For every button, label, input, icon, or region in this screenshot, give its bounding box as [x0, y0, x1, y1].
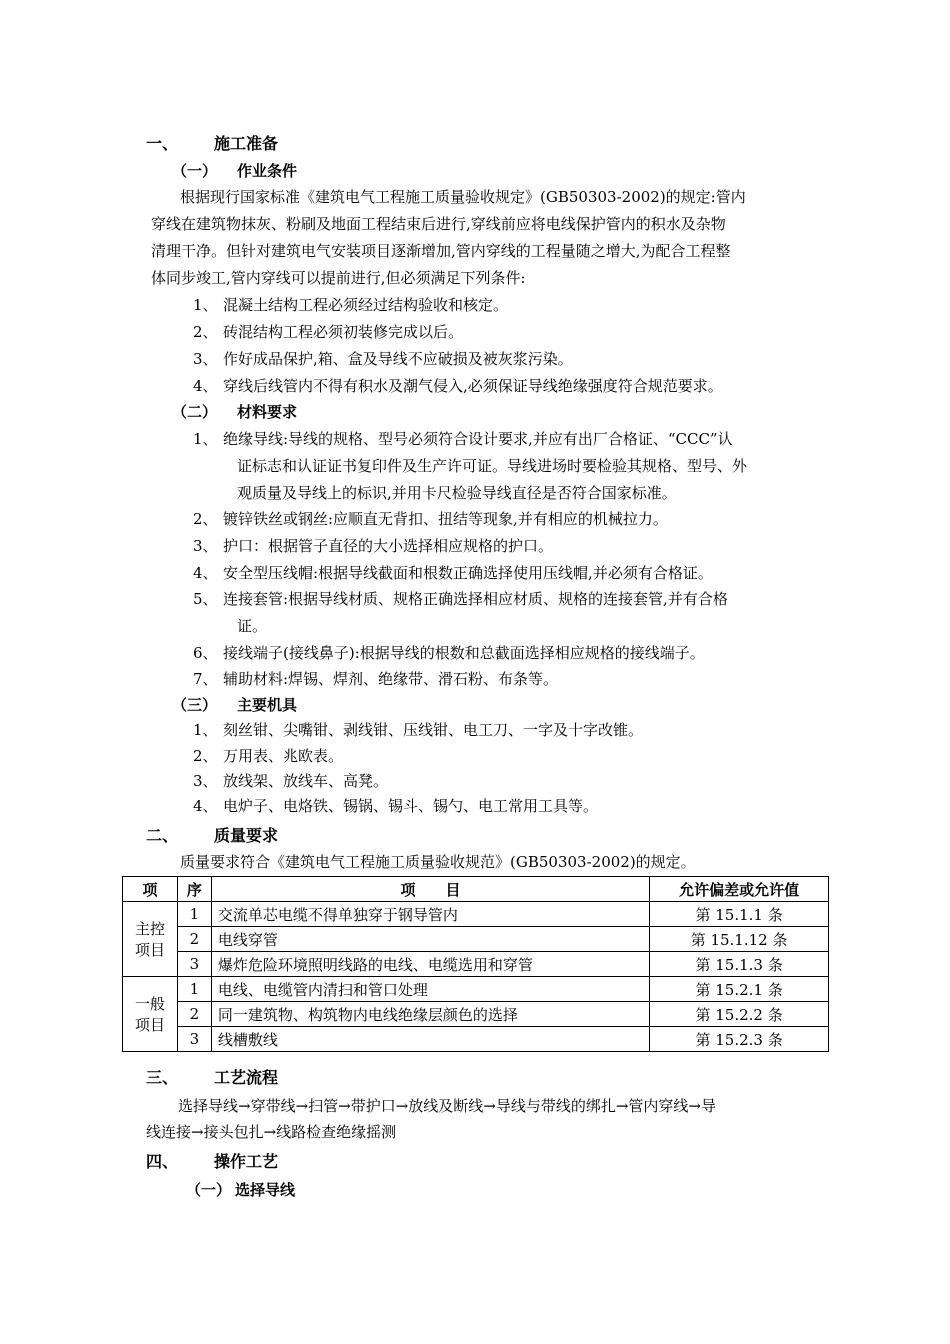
list-item: 2、 镀锌铁丝或钢丝:应顺直无背扣、扭结等现象,并有相应的机械拉力。 — [193, 510, 668, 528]
process-flow-line: 选择导线→穿带线→扫管→带护口→放线及断线→导线与带线的绑扎→管内穿线→导 — [178, 1097, 716, 1115]
list-item: 1、 混凝土结构工程必须经过结构验收和核定。 — [193, 296, 509, 314]
value-cell: 第 15.2.3 条 — [650, 1027, 829, 1052]
paragraph-line: 根据现行国家标准《建筑电气工程施工质量验收规定》(GB50303-2002)的规定:管内 — [180, 188, 746, 206]
subsection-title: 选择导线 — [235, 1181, 296, 1199]
value-cell: 第 15.1.1 条 — [650, 902, 829, 927]
list-item: 5、 连接套管:根据导线材质、规格正确选择相应材质、规格的连接套管,并有合格 — [193, 590, 728, 608]
seq-cell: 3 — [177, 1027, 211, 1052]
subsection-heading — [172, 161, 297, 181]
section-title: 施工准备 — [214, 134, 279, 153]
header-cell: 序 — [177, 877, 211, 902]
seq-cell: 2 — [177, 1002, 211, 1027]
value-cell: 第 15.1.12 条 — [650, 927, 829, 952]
table-row — [123, 977, 829, 1002]
subsection-heading — [186, 1180, 295, 1200]
list-item-continuation: 证。 — [237, 617, 268, 635]
item-cell: 电线、电缆管内清扫和管口处理 — [211, 977, 649, 1002]
list-item: 4、 电炉子、电烙铁、锡锅、锡斗、锡勺、电工常用工具等。 — [193, 797, 599, 815]
paragraph-line: 体同步竣工,管内穿线可以提前进行,但必须满足下列条件: — [151, 269, 526, 287]
list-item: 7、 辅助材料:焊锡、焊剂、绝缘带、滑石粉、布条等。 — [193, 670, 559, 688]
table-row — [123, 902, 829, 927]
item-cell: 交流单芯电缆不得单独穿于钢导管内 — [211, 902, 649, 927]
list-item: 2、 万用表、兆欧表。 — [193, 747, 344, 765]
paragraph-line: 穿线在建筑物抹灰、粉刷及地面工程结束后进行,穿线前应将电线保护管内的积水及杂物 — [151, 215, 726, 233]
seq-cell: 2 — [177, 927, 211, 952]
table-row — [123, 927, 829, 952]
item-cell: 爆炸危险环境照明线路的电线、电缆选用和穿管 — [211, 952, 649, 977]
list-item: 6、 接线端子(接线鼻子):根据导线的根数和总截面选择相应规格的接线端子。 — [193, 644, 705, 662]
subsection-title: 材料要求 — [237, 403, 298, 421]
process-flow-line: 线连接→接头包扎→线路检查绝缘摇测 — [146, 1123, 397, 1141]
table-row — [123, 1002, 829, 1027]
subsection-heading — [172, 402, 297, 422]
paragraph-line: 清理干净。但针对建筑电气安装项目逐渐增加,管内穿线的工程量随之增大,为配合工程整 — [151, 242, 731, 260]
group-cell: 主控 项目 — [123, 902, 178, 977]
section-title: 质量要求 — [214, 826, 279, 845]
header-cell: 项 目 — [211, 877, 649, 902]
section-number: 三、 — [146, 1068, 179, 1087]
list-item-continuation: 观质量及导线上的标识,并用卡尺检验导线直径是否符合国家标准。 — [237, 484, 677, 502]
table-row — [123, 1027, 829, 1052]
table-row — [123, 952, 829, 977]
section-1-heading — [146, 134, 278, 154]
list-item: 4、 安全型压线帽:根据导线截面和根数正确选择使用压线帽,并必须有合格证。 — [193, 564, 713, 582]
value-cell: 第 15.2.1 条 — [650, 977, 829, 1002]
header-cell: 项 — [123, 877, 178, 902]
section-2-heading — [146, 826, 278, 846]
list-item: 3、 护口：根据管子直径的大小选择相应规格的护口。 — [193, 537, 554, 555]
section-4-heading — [146, 1152, 278, 1172]
list-item: 3、 放线架、放线车、高凳。 — [193, 772, 389, 790]
section-number: 一、 — [146, 134, 179, 153]
list-item: 2、 砖混结构工程必须初装修完成以后。 — [193, 323, 464, 341]
subsection-number: （三） — [172, 696, 218, 714]
quality-table — [122, 876, 829, 1052]
item-cell: 电线穿管 — [211, 927, 649, 952]
paragraph-line: 质量要求符合《建筑电气工程施工质量验收规范》(GB50303-2002)的规定。 — [180, 853, 696, 871]
value-cell: 第 15.1.3 条 — [650, 952, 829, 977]
subsection-title: 主要机具 — [237, 696, 298, 714]
list-item-continuation: 证标志和认证证书复印件及生产许可证。导线进场时要检验其规格、型号、外 — [237, 457, 748, 475]
subsection-number: （一） — [172, 162, 218, 180]
header-cell: 允许偏差或允许值 — [650, 877, 829, 902]
item-cell: 线槽敷线 — [211, 1027, 649, 1052]
value-cell: 第 15.2.2 条 — [650, 1002, 829, 1027]
subsection-title: 作业条件 — [237, 162, 298, 180]
list-item: 1、 绝缘导线:导线的规格、型号必须符合设计要求,并应有出厂合格证、“CCC”认 — [193, 430, 733, 448]
group-cell: 一般 项目 — [123, 977, 178, 1052]
seq-cell: 1 — [177, 902, 211, 927]
list-item: 4、 穿线后线管内不得有积水及潮气侵入,必须保证导线绝缘强度符合规范要求。 — [193, 377, 723, 395]
subsection-number: （二） — [172, 403, 218, 421]
table-header-row — [123, 877, 829, 902]
subsection-number: （一） — [186, 1181, 232, 1199]
section-number: 四、 — [146, 1152, 179, 1171]
section-3-heading — [146, 1068, 278, 1088]
seq-cell: 1 — [177, 977, 211, 1002]
section-title: 工艺流程 — [214, 1068, 279, 1087]
seq-cell: 3 — [177, 952, 211, 977]
section-title: 操作工艺 — [214, 1152, 279, 1171]
subsection-heading — [172, 695, 297, 715]
list-item: 3、 作好成品保护,箱、盒及导线不应破损及被灰浆污染。 — [193, 350, 573, 368]
section-number: 二、 — [146, 826, 179, 845]
list-item: 1、 刻丝钳、尖嘴钳、剥线钳、压线钳、电工刀、一字及十字改锥。 — [193, 721, 644, 739]
item-cell: 同一建筑物、构筑物内电线绝缘层颜色的选择 — [211, 1002, 649, 1027]
